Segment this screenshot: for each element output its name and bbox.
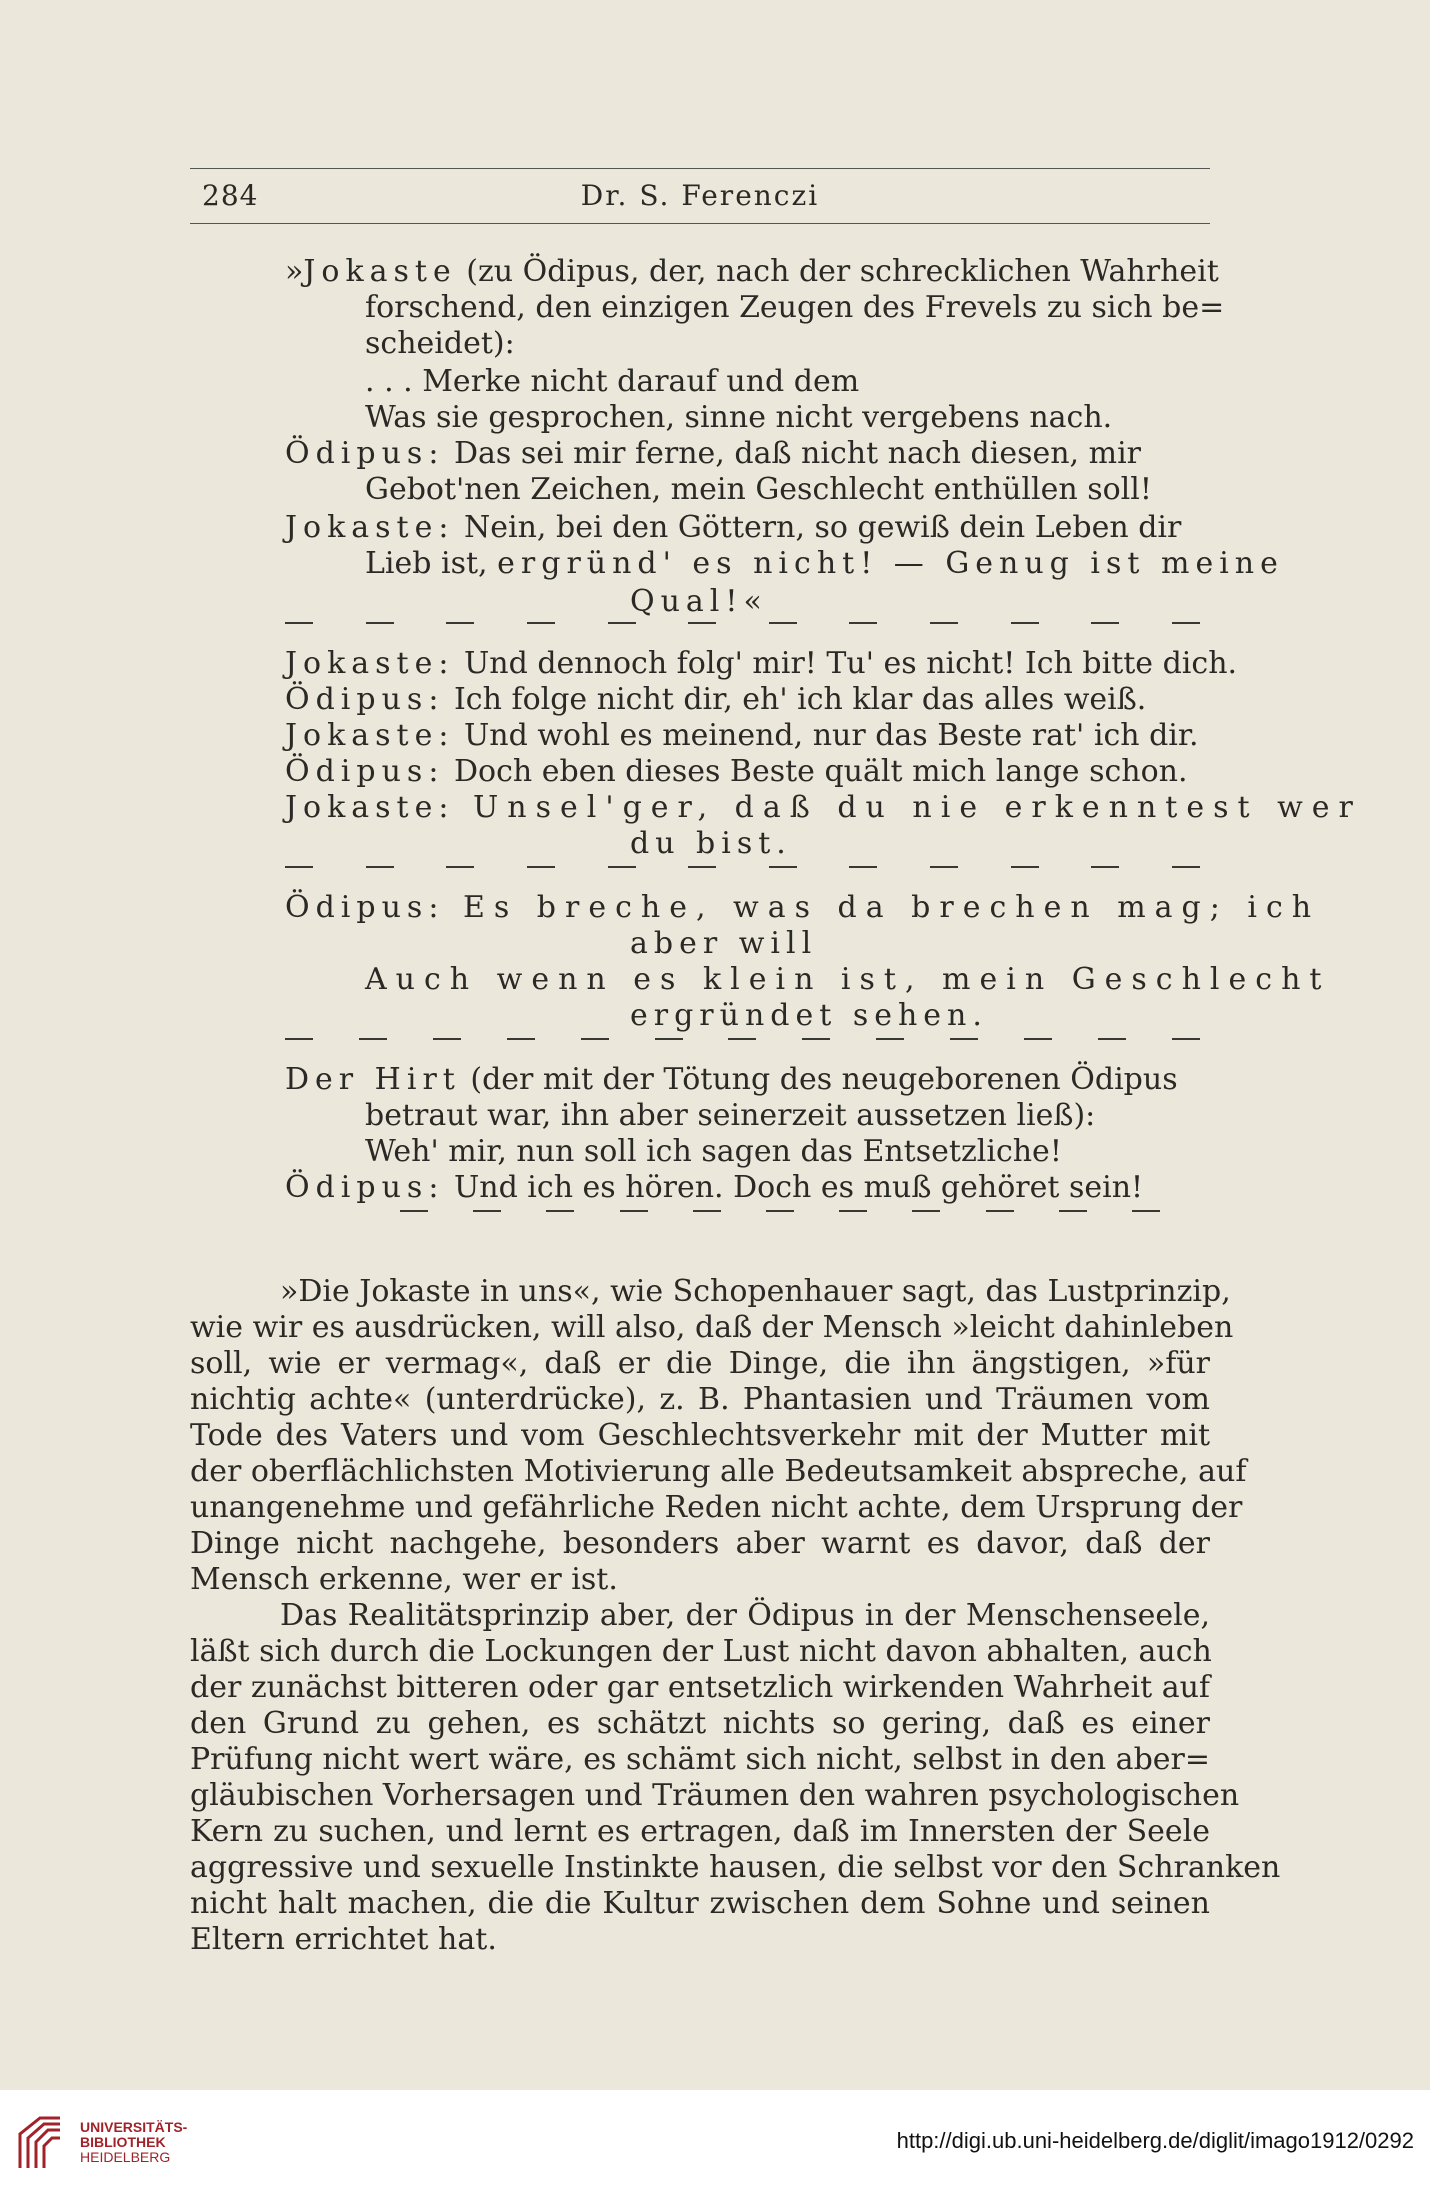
paragraph-line: den Grund zu gehen, es schätzt nichts so gering, daß es einer — [190, 1706, 1210, 1741]
verse-line: scheidet): — [365, 326, 515, 361]
paragraph-line: Eltern errichtet hat. — [190, 1922, 497, 1957]
verse-line: Auch wenn es klein ist, mein Geschlecht — [365, 962, 1331, 997]
paragraph-line: Tode des Vaters und vom Geschlechtsverkehr mit der Mutter mit — [190, 1418, 1210, 1453]
verse-line: du bist. — [630, 826, 792, 861]
verse-line: Was sie gesprochen, sinne nicht vergebens nach. — [365, 400, 1113, 435]
paragraph-line: läßt sich durch die Lockungen der Lust nicht davon abhalten, auch — [190, 1634, 1212, 1669]
paragraph-line: unangenehme und gefährliche Reden nicht achte, dem Ursprung der — [190, 1490, 1243, 1525]
verse-line: »Jokaste (zu Ödipus, der, nach der schrecklichen Wahrheit — [285, 254, 1219, 289]
dash-separator — [190, 1210, 1210, 1220]
library-name-line: UNIVERSITÄTS- — [80, 2119, 188, 2135]
paragraph-line: Prüfung nicht wert wäre, es schämt sich nicht, selbst in den aber= — [190, 1742, 1210, 1777]
verse-line: Ödipus: Und ich es hören. Doch es muß gehöret sein! — [285, 1170, 1144, 1205]
page-number: 284 — [202, 179, 259, 212]
verse-line: forschend, den einzigen Zeugen des Frevels zu sich be= — [365, 290, 1225, 325]
dash-separator — [190, 1038, 1210, 1048]
paragraph-line: aggressive und sexuelle Instinkte hausen, die selbst vor den Schranken — [190, 1850, 1281, 1885]
paragraph-line: gläubischen Vorhersagen und Träumen den wahren psychologischen — [190, 1778, 1240, 1813]
running-head: Dr. S. Ferenczi — [580, 179, 820, 212]
library-name — [80, 2120, 187, 2165]
paragraph-line: nicht halt machen, die die Kultur zwischen dem Sohne und seinen — [190, 1886, 1210, 1921]
verse-line: Ödipus: Ich folge nicht dir, eh' ich klar das alles weiß. — [285, 682, 1147, 717]
verse-line: Ödipus: Das sei mir ferne, daß nicht nach diesen, mir — [285, 436, 1142, 471]
paragraph-line: der oberflächlichsten Motivierung alle Bedeutsamkeit abspreche, auf — [190, 1454, 1247, 1489]
paragraph-line: Kern zu suchen, und lernt es ertragen, daß im Innersten der Seele — [190, 1814, 1210, 1849]
verse-line: Der Hirt (der mit der Tötung des neugeborenen Ödipus — [285, 1062, 1178, 1097]
verse-line: . . . Merke nicht darauf und dem — [365, 364, 860, 399]
verse-line: Jokaste: Und wohl es meinend, nur das Beste rat' ich dir. — [285, 718, 1199, 753]
paragraph-line: Dinge nicht nachgehe, besonders aber warnt es davor, daß der — [190, 1526, 1210, 1561]
verse-line: Weh' mir, nun soll ich sagen das Entsetzliche! — [365, 1134, 1062, 1169]
paragraph-line: Das Realitätsprinzip aber, der Ödipus in der Menschenseele, — [280, 1598, 1210, 1633]
verse-line: ergründet sehen. — [630, 998, 988, 1033]
paragraph-line: nichtig achte« (unterdrücke), z. B. Phantasien und Träumen vom — [190, 1382, 1210, 1417]
dash-separator — [190, 622, 1210, 632]
verse-line: Jokaste: Und dennoch folg' mir! Tu' es nicht! Ich bitte dich. — [285, 646, 1238, 681]
paragraph-line: wie wir es ausdrücken, will also, daß der Mensch »leicht dahinleben — [190, 1310, 1234, 1345]
verse-line: Qual!« — [630, 584, 768, 619]
verse-line: betraut war, ihn aber seinerzeit aussetzen ließ): — [365, 1098, 1096, 1133]
library-name-line: BIBLIOTHEK — [80, 2134, 166, 2150]
library-footer — [0, 2090, 1430, 2203]
paragraph-line: soll, wie er vermag«, daß er die Dinge, die ihn ängstigen, »für — [190, 1346, 1210, 1381]
verse-line: Ödipus: Es breche, was da brechen mag; ich — [285, 890, 1321, 925]
verse-line: Gebot'nen Zeichen, mein Geschlecht enthüllen soll! — [365, 472, 1152, 507]
verse-line: Ödipus: Doch eben dieses Beste quält mich lange schon. — [285, 754, 1188, 789]
dash-separator — [190, 866, 1210, 876]
library-name-line: HEIDELBERG — [80, 2149, 171, 2165]
library-logo-icon — [14, 2112, 66, 2172]
verse-line: aber will — [630, 926, 818, 961]
paragraph-line: der zunächst bitteren oder gar entsetzlich wirkenden Wahrheit auf — [190, 1670, 1210, 1705]
verse-line: Jokaste: Nein, bei den Göttern, so gewiß dein Leben dir — [285, 510, 1182, 545]
verse-line: Lieb ist, ergründ' es nicht! — Genug ist meine — [365, 546, 1284, 581]
source-url-link[interactable]: http://digi.ub.uni-heidelberg.de/diglit/imago1912/0292 — [896, 2128, 1414, 2153]
paragraph-line: Mensch erkenne, wer er ist. — [190, 1562, 618, 1597]
paragraph-line: »Die Jokaste in uns«, wie Schopenhauer sagt, das Lustprinzip, — [280, 1274, 1231, 1309]
verse-line: Jokaste: Unsel'ger, daß du nie erkenntest wer — [285, 790, 1362, 825]
page-header — [190, 168, 1210, 224]
